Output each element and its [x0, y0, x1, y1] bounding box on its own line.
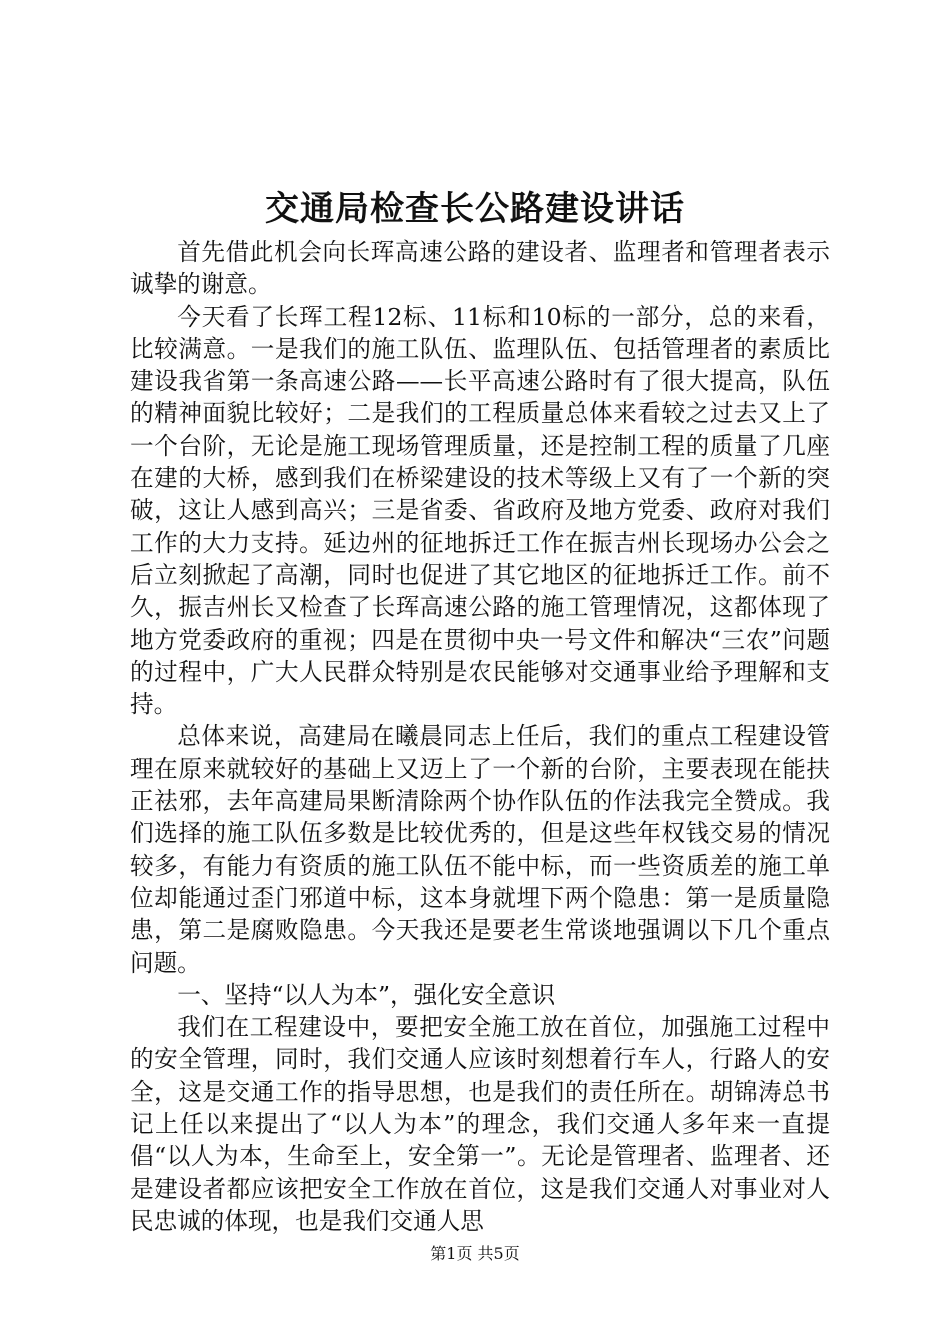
paragraph: 总体来说，高建局在曦晨同志上任后，我们的重点工程建设管理在原来就较好的基础上又迈上了一个新的台阶，主要表现在能扶正祛邪，去年高建局果断清除两个协作队伍的作法我完全赞成。我们选择的施工队伍多数是比较优秀的，但是这些年权钱交易的情况较多，有能力有资质的施工队伍不能中标，而一些资质差的施工单位却能通过歪门邪道中标，这本身就埋下两个隐患：第一是质量隐患，第二是腐败隐患。今天我还是要老生常谈地强调以下几个重点问题。 [130, 722, 830, 977]
paragraph: 首先借此机会向长珲高速公路的建设者、监理者和管理者表示诚挚的谢意。 [130, 238, 830, 299]
section-heading: 一、坚持“以人为本”，强化安全意识 [177, 980, 556, 1009]
document-title: 交通局检查长公路建设讲话 [265, 189, 685, 229]
page-number-footer: 第1页 共5页 [430, 1244, 520, 1263]
paragraph: 今天看了长珲工程12标、11标和10标的一部分，总的来看，比较满意。一是我们的施工队伍、监理队伍、包括管理者的素质比建设我省第一条高速公路——长平高速公路时有了很大提高，队伍的精神面貌比较好；二是我们的工程质量总体来看较之过去又上了一个台阶，无论是施工现场管理质量，还是控制工程的质量了几座在建的大桥，感到我们在桥梁建设的技术等级上又有了一个新的突破，这让人感到高兴；三是省委、省政府及地方党委、政府对我们工作的大力支持。延边州的征地拆迁工作在振吉州长现场办公会之后立刻掀起了高潮，同时也促进了其它地区的征地拆迁工作。前不久，振吉州长又检查了长珲高速公路的施工管理情况，这都体现了地方党委政府的重视；四是在贯彻中央一号文件和解决“三农”问题的过程中，广大人民群众特别是农民能够对交通事业给予理解和支持。 [130, 302, 830, 719]
document-body [130, 236, 830, 1237]
paragraph: 我们在工程建设中，要把安全施工放在首位，加强施工过程中的安全管理，同时，我们交通人应该时刻想着行车人，行路人的安全，这是交通工作的指导思想，也是我们的责任所在。胡锦涛总书记上任以来提出了“以人为本”的理念，我们交通人多年来一直提倡“以人为本，生命至上，安全第一”。无论是管理者、监理者、还是建设者都应该把安全工作放在首位，这是我们交通人对事业对人民忠诚的体现，也是我们交通人思 [130, 1013, 830, 1235]
